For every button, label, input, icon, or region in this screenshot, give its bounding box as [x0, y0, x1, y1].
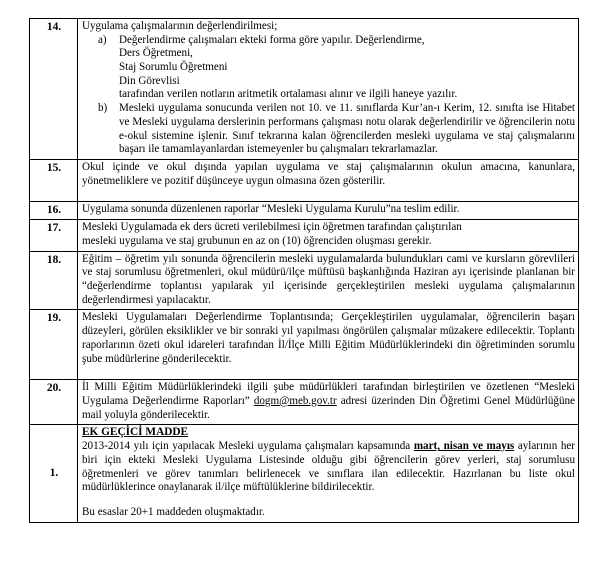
ek-gecici-madde-heading: EK GEÇİCİ MADDE [82, 426, 189, 439]
sub-marker-b: b) [98, 102, 108, 115]
row-20-text-part-1: İl Milli Eğitim Müdürlüklerindeki ilgili şube müdürlükleri tarafından birleştirilen ve özetlenen “Mesleki Uygulama Değerlendirme Raporları” [82, 381, 575, 407]
table-row [30, 310, 579, 380]
sub-marker-a: a) [98, 33, 107, 46]
row-18-text: Eğitim – öğretim yılı sonunda öğrencilerin mesleki uygulamalarda bulundukları cami ve kursların görevlileri ve staj sorumlusu öğretmenleri, okul müdürü/ilçe müftüsü başkanlığında Haziran ayı içerisinde planlanan bir “değerlendirme toplantısı yapılarak yıl içerisinde gerçekleştirilen mesleki uygulama çalışmalarının değerlendirmesi yapılacaktır. [82, 252, 575, 306]
row-content-19 [78, 310, 579, 380]
row-14-subitem-b [98, 102, 575, 157]
table-row [30, 159, 579, 201]
row-content-16 [78, 202, 579, 220]
row-17-line-1: Mesleki Uygulamada ek ders ücreti verilebilmesi için öğretmen tarafından çalıştırılan [82, 221, 462, 234]
row-16-text: Uygulama sonunda düzenlenen raporlar “Mesleki Uygulama Kurulu”na teslim edilir. [82, 203, 460, 216]
row-content-ek-gecici [78, 425, 579, 522]
table-row [30, 251, 579, 310]
table-row [30, 380, 579, 425]
row-number-16: 16. [30, 202, 78, 220]
ek-gecici-body [82, 440, 575, 493]
sub-text-a: Değerlendirme çalışmaları ekteki forma göre yapılır. Değerlendirme, [119, 33, 425, 46]
row-14-list-item-3: Din Görevlisi [119, 74, 180, 87]
row-19-paragraph-2: Toplantı raporlarının özeti okul idareleri tarafından İl/İlçe Milli Eğitim Müdürlüklerindeki din öğretiminden sorumlu şube müdürlerine gönderilecektir. [82, 325, 576, 365]
row-number-14: 14. [30, 19, 78, 160]
table-row [30, 19, 579, 160]
row-number-15: 15. [30, 159, 78, 201]
table-row [30, 220, 579, 251]
row-number-18: 18. [30, 251, 78, 310]
regulation-table [29, 18, 579, 523]
ek-gecici-text-part-2: aylarının her biri için ekteki Mesleki Uygulama Listesinde olduğu gibi öğrencilerin görev yerleri, staj sorumlusu öğretmenleri ve görev tanımları belirlenecek ve sınıflara ilan edilecektir. Hazırlanan bu liste okul müdürlüklerince onaylanarak il/ilçe müftülüklerine bildirilecektir. [82, 440, 575, 494]
row-number-19: 19. [30, 310, 78, 380]
ek-gecici-text-part-1: 2013-2014 yılı için yapılacak Mesleki uygulama çalışmaları kapsamında [82, 440, 414, 453]
row-number-ek-gecici-1: 1. [30, 425, 78, 522]
ek-gecici-spacer [82, 495, 575, 506]
row-14-intro: Uygulama çalışmalarının değerlendirilmesi; [82, 20, 278, 32]
row-14-list-item-1: Ders Öğretmeni, [119, 47, 193, 60]
row-19-spacer [82, 366, 575, 377]
sub-text-b: Mesleki uygulama sonucunda verilen not 10. ve 11. sınıflarda Kur’an-ı Kerim, 12. sınıfta ise Hitabet ve Mesleki uygulama derslerinin performans çalışması notu olarak değerlendirilir ve öğrencilerin notu e-okul sistemine işlenir. Sınıf tekrarına kalan öğrencilerden mesleki uygulama ve staj çalışmalarını başarı ile tamamlayanlardan istemeyenler bu çalışmaları tekrarlamazlar. [119, 102, 575, 156]
row-17-line-2: mesleki uygulama ve staj grubunun en az on (10) öğrenciden oluşması gerekir. [82, 235, 432, 248]
row-14-subitem-a-closing: tarafından verilen notların aritmetik ortalaması alınır ve ilgili haneye yazılır. [119, 88, 458, 101]
row-content-14 [78, 19, 579, 160]
row-15-text: Okul içinde ve okul dışında yapılan uygulama ve staj çalışmalarının okulun amacına, kanunlara, yönetmeliklere ve pozitif düşünceye uygun olmasına özen gösterilir. [82, 160, 575, 187]
ek-gecici-emphasis-months: mart, nisan ve mayıs [413, 440, 515, 453]
contact-email-link[interactable]: dogm@meb.gov.tr [253, 394, 337, 407]
row-content-17 [78, 220, 579, 251]
row-15-spacer [82, 188, 575, 199]
table-row [30, 202, 579, 220]
table-row [30, 425, 579, 522]
row-20-text-part-2: adresi üzerinden Din Öğretimi Genel Müdürlüğüne mail yoluyla gönderilecektir. [82, 394, 575, 421]
row-content-18 [78, 251, 579, 310]
row-number-17: 17. [30, 220, 78, 251]
row-14-list-item-2: Staj Sorumlu Öğretmeni [119, 61, 228, 74]
row-content-20 [78, 380, 579, 425]
row-19-paragraph-1: Mesleki Uygulamaları Değerlendirme Toplantısında; Gerçekleştirilen uygulamalar, öğrencilerin başarı düzeyleri, görülen eksiklikler ve bir sonraki yıl yapılması öngörülen çalışmalar müzakere edilecektir. [82, 311, 575, 338]
row-content-15 [78, 159, 579, 201]
row-number-20: 20. [30, 380, 78, 425]
ek-gecici-footer: Bu esaslar 20+1 maddeden oluşmaktadır. [82, 505, 265, 518]
row-14-subitem-a [98, 34, 575, 48]
